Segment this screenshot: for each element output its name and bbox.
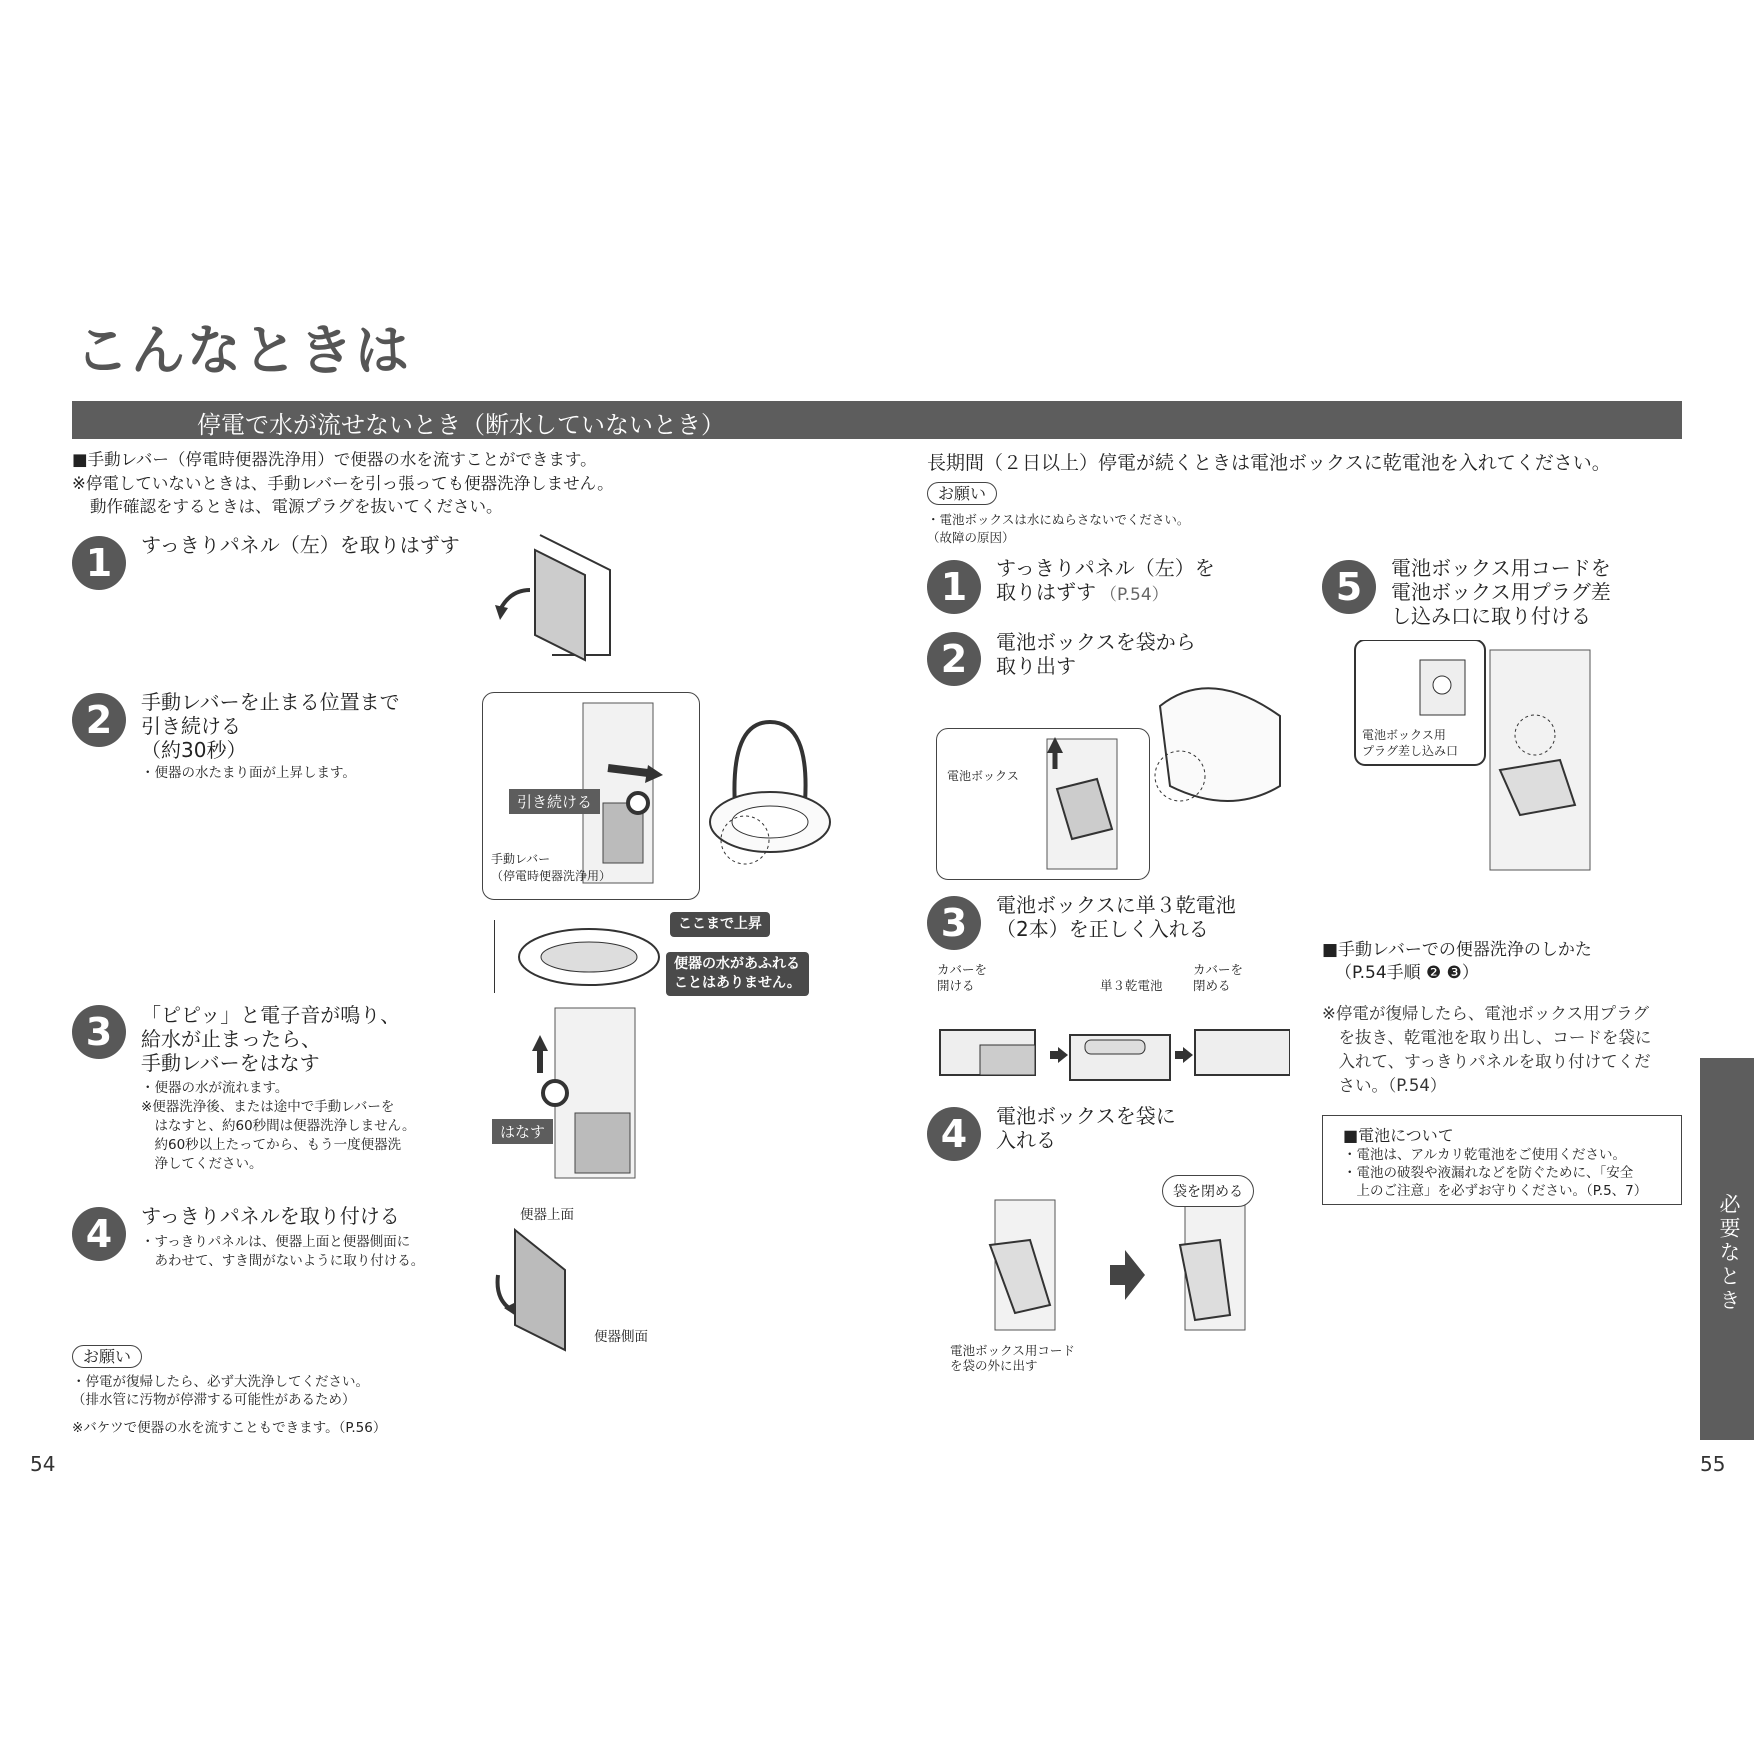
step-number: 3 [72,1005,126,1059]
plug-figure [1350,640,1650,900]
intro-manual-lever: ■手動レバー（停電時便器洗浄用）で便器の水を流すことができます。 [72,450,597,469]
toilet-side-figure [1150,676,1290,826]
page-title: こんなときは [75,319,411,382]
step-title: 電池ボックスに単３乾電池 （2本）を正しく入れる [996,893,1236,941]
side-tab [1700,1058,1754,1440]
step-note: ・便器の水が流れます。 ※便器洗浄後、または途中で手動レバーを はなすと、約60秒間は便器洗浄しません。 約60秒以上たってから、もう一度便器洗 浄してください。 [141,1080,416,1172]
battery-info-text: ・電池は、アルカリ乾電池をご使用ください。 ・電池の破裂や液漏れなどを防ぐために、「安全 上のご注意」を必ずお守りください。（P.5、7） [1343,1147,1648,1199]
bucket-note: ※バケツで便器の水を流すこともできます。（P.56） [72,1420,387,1436]
step-ref: （P.54） [1100,585,1169,605]
step-title: すっきりパネルを取り付ける [141,1204,400,1228]
battery-info-box [1322,1115,1682,1205]
lever-figure [482,692,700,900]
step-title: 手動レバーを止まる位置まで 引き続ける （約30秒） [141,690,400,762]
onegai-badge: お願い [72,1345,142,1368]
no-overflow-label: 便器の水があふれる ことはありません。 [666,952,809,996]
intro-note: ※停電していないときは、手動レバーを引っ張っても便器洗浄しません。 [72,474,614,493]
release-lever-figure [520,1003,680,1183]
step-number: 1 [927,560,981,614]
plug-port-label: 電池ボックス用 プラグ差し込み口 [1362,728,1459,758]
cord-out-label: 電池ボックス用コード を袋の外に出す [950,1343,1075,1373]
onegai-text: ・電池ボックスは水にぬらさないでください。 （故障の原因） [927,512,1190,545]
section-heading: 停電で水が流せないとき（断水していないとき） [197,411,725,439]
close-cover-label: カバーを 閉める [1193,962,1244,993]
step-number: 2 [927,632,981,686]
step-number: 4 [72,1207,126,1261]
toilet-figure [700,712,840,872]
onegai-text: ・停電が復帰したら、必ず大洗浄してください。 （排水管に汚物が停滞する可能性があるため） [72,1374,369,1408]
top-label: 便器上面 [520,1207,574,1223]
battery-heading: 長期間（２日以上）停電が続くときは電池ボックスに乾電池を入れてください。 [927,452,1611,474]
step-title: 電池ボックスを袋に 入れる [996,1104,1176,1152]
step-number: 4 [927,1107,981,1161]
battery-box-label: 電池ボックス [947,769,1019,783]
battery-box-drawing [937,729,1149,879]
water-level-drawing [494,915,664,995]
aa-battery-label: 単３乾電池 [1100,978,1163,993]
pull-label: 引き続ける [509,789,600,814]
step-number: 2 [72,693,126,747]
battery-box-figure [936,728,1150,880]
restore-note: ※停電が復帰したら、電池ボックス用プラグ を抜き、乾電池を取り出し、コードを袋に 入れて、すっきりパネルを取り付けてくだ さい。（P.54） [1322,1004,1652,1095]
panel-removal-figure [490,530,630,665]
side-tab-label: 必要なとき [1717,1193,1741,1313]
battery-insert-figure [935,1000,1290,1090]
step-number: 3 [927,896,981,950]
onegai-badge: お願い [927,482,997,505]
intro-note-cont: 動作確認をするときは、電源プラグを抜いてください。 [90,497,503,516]
open-cover-label: カバーを 開ける [937,962,988,993]
battery-info-title: ■電池について [1343,1126,1454,1145]
manual-ref: （P.54手順 ❷ ❸） [1335,963,1479,983]
close-bag-label: 袋を閉める [1162,1175,1254,1207]
step-title: 電池ボックスを袋から 取り出す [996,630,1196,678]
step-number: 1 [72,536,126,590]
page-number-left: 54 [30,1452,56,1476]
step-note: ・便器の水たまり面が上昇します。 [141,765,356,781]
section-banner [72,401,1682,439]
manual-heading: ■手動レバーでの便器洗浄のしかた [1322,940,1592,960]
lever-label: 手動レバー （停電時便器洗浄用） [491,852,612,883]
side-label: 便器側面 [594,1329,648,1345]
step-number: 5 [1322,560,1376,614]
step-title: 「ピピッ」と電子音が鳴り、 給水が止まったら、 手動レバーをはなす [141,1003,401,1075]
rise-label: ここまで上昇 [670,912,770,937]
page-number-right: 55 [1700,1452,1726,1476]
step-title: すっきりパネル（左）を取りはずす [141,533,460,557]
water-level-figure [494,915,664,995]
step-title: すっきりパネル（左）を 取りはずす [996,556,1215,604]
release-label: はなす [492,1119,553,1144]
step-note: ・すっきりパネルは、便器上面と便器側面に あわせて、すき間がないように取り付ける。 [141,1234,425,1269]
panel-attach-figure [490,1220,580,1355]
step-title: 電池ボックス用コードを 電池ボックス用プラグ差 し込み口に取り付ける [1391,556,1611,628]
bag-figure [945,1195,1285,1340]
